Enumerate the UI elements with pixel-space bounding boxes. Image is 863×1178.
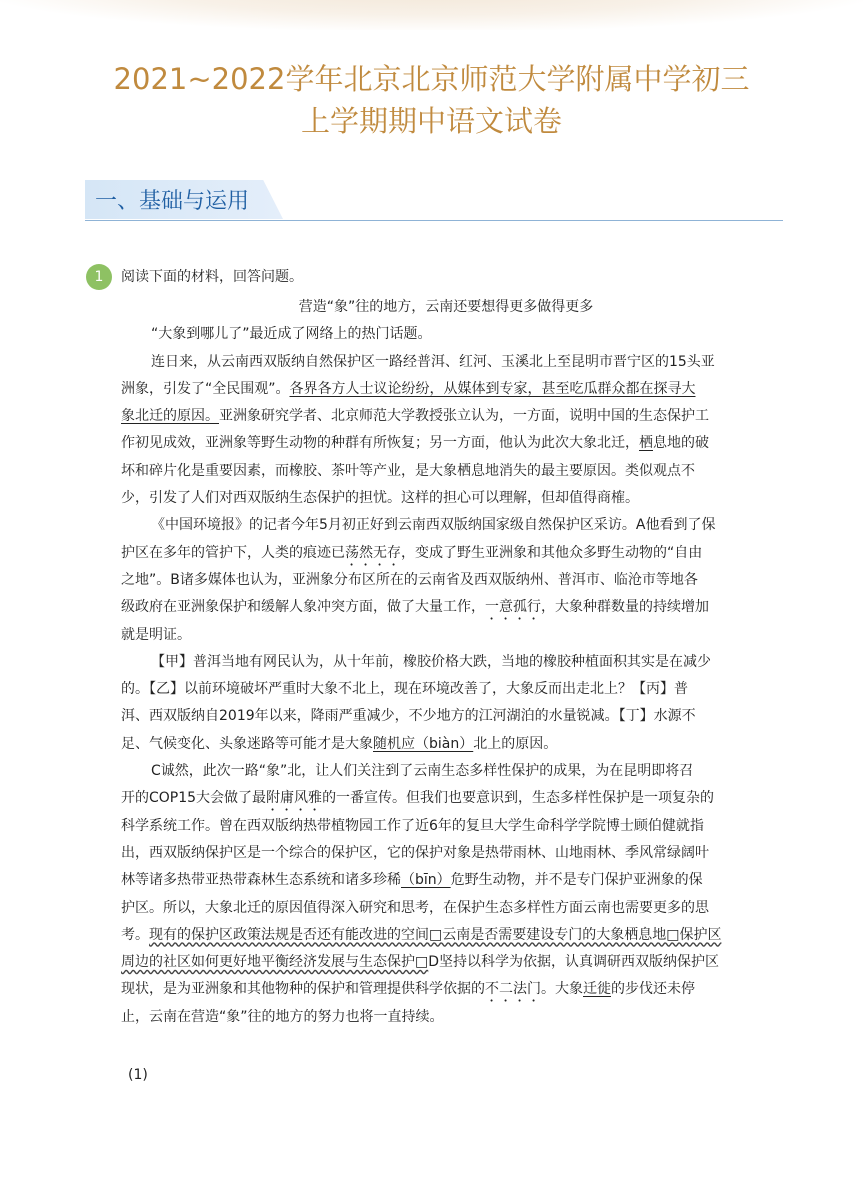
text-run: ，大象种群数量的持续增加: [541, 599, 709, 616]
text-run: 息地的破: [653, 435, 709, 452]
passage-line: 就是明证。: [121, 626, 191, 643]
page-title: [0, 58, 863, 142]
text-run: 作初见成效，亚洲象等野生动物的种群有所恢复；另一方面，他认为此次大象北迁，: [121, 435, 639, 452]
text-run: 级政府在亚洲象保护和缓解人象冲突方面，做了大量工作，: [121, 599, 485, 616]
dotted-phrase: 不二法门: [485, 981, 541, 998]
passage-line: 出，西双版纳保护区是一个综合的保护区，它的保护对象是热带雨林、山地雨林、季风常绿阔叶: [121, 844, 709, 861]
text-run: 足、气候变化、头象迷路等可能才是大象: [121, 735, 373, 752]
passage-line: [121, 867, 771, 894]
passage-line: [121, 594, 771, 621]
passage-line: [121, 540, 771, 567]
passage-line: [121, 403, 771, 430]
passage-line: 《中国环境报》的记者今年5月初正好到云南西双版纳国家级自然保护区采访。A他看到了保: [151, 517, 716, 534]
title-line-2: 上学期期中语文试卷: [300, 104, 562, 138]
passage-line: [121, 376, 771, 403]
text-run: 亚洲象研究学者、北京师范大学教授张立认为，一方面，说明中国的生态保护工: [219, 408, 709, 425]
passage-line: [121, 430, 771, 457]
passage-line: 连日来，从云南西双版纳自然保护区一路经普洱、红河、玉溪北上至昆明市晋宁区的15头亚: [151, 353, 715, 370]
passage-line: 少，引发了人们对西双版纳生态保护的担忧。这样的担心可以理解，但却值得商榷。: [121, 490, 639, 507]
passage-line: C诚然，此次一路“象”北，让人们关注到了云南生态多样性保护的成果，为在昆明即将召: [151, 763, 694, 780]
text-run: 开的COP15大会做了最: [121, 790, 267, 807]
question-lead: 阅读下面的材料，回答问题。: [121, 269, 303, 285]
passage-line: “大象到哪儿了”最近成了网络上的热门话题。: [151, 326, 432, 343]
passage-line: [121, 785, 771, 812]
sub-question-number: (1): [128, 1067, 148, 1083]
underlined-char: 栖: [639, 435, 653, 452]
pinyin-blank: （bīn）: [401, 872, 451, 889]
underlined-word: 迁徙: [583, 981, 611, 998]
dotted-phrase: 附庸风雅: [266, 790, 323, 807]
passage-line: 洱、西双版纳自2019年以来，降雨严重减少，不少地方的江河湖泊的水量锐减。【丁】水源不: [121, 708, 696, 725]
question-number-badge: 1: [86, 264, 112, 290]
passage-line: 坏和碎片化是重要因素，而橡胶、茶叶等产业，是大象栖息地消失的最主要原因。类似观点不: [121, 462, 695, 479]
section-header: [85, 180, 783, 221]
passage-line: 【甲】普洱当地有网民认为，从十年前，橡胶价格大跌，当地的橡胶种植面积其实是在减少: [151, 653, 711, 670]
text-run: 危野生动物，并不是专门保护亚洲象的保: [450, 872, 703, 889]
text-run: 。大象: [541, 981, 583, 998]
section-label: 一、基础与运用: [95, 189, 250, 214]
passage-line: 之地”。B诸多媒体也认为，亚洲象分布区所在的云南省及西双版纳州、普洱市、临沧市等地各: [121, 571, 698, 588]
underlined-sentence: 象北迁的原因。: [121, 408, 219, 425]
passage-line: [121, 731, 771, 758]
passage-line: [121, 922, 771, 949]
pinyin-blank: 随机应（biàn）: [373, 735, 474, 752]
underlined-sentence: 各界各方人士议论纷纷，从媒体到专家，甚至吃瓜群众都在探寻大: [289, 380, 696, 397]
text-run: 护区在多年的管护下，人类的痕迹已: [121, 544, 345, 561]
title-line-1: 2021~2022学年北京北京师范大学附属中学初三: [113, 62, 750, 96]
passage-line: 止，云南在营造“象”往的地方的努力也将一直持续。: [121, 1008, 444, 1025]
dotted-phrase: 荡然无存: [345, 544, 401, 561]
wavy-underlined-sentence: 周边的社区如何更好地平衡经济发展与生态保护□: [121, 954, 429, 971]
reading-passage: [121, 294, 771, 1031]
text-run: 洲象，引发了“全民围观”。: [121, 380, 290, 397]
dotted-phrase: 一意孤行: [485, 599, 541, 616]
passage-line: [121, 949, 771, 976]
passage-line: [121, 976, 771, 1003]
passage-line: 护区。所以，大象北迁的原因值得深入研究和思考，在保护生态多样性方面云南也需要更多的思: [121, 899, 709, 916]
passage-line: 科学系统工作。曾在西双版纳热带植物园工作了近6年的复旦大学生命科学学院博士顾伯健就指: [121, 817, 704, 834]
passage-title: 营造“象”往的地方，云南还要想得更多做得更多: [298, 299, 594, 315]
text-run: 林等诸多热带亚热带森林生态系统和诸多珍稀: [121, 872, 401, 889]
wavy-underlined-sentence: 现有的保护区政策法规是否还有能改进的空间□云南是否需要建设专门的大象栖息地□保护区: [149, 926, 722, 943]
text-run: 现状，是为亚洲象和其他物种的保护和管理提供科学依据的: [121, 981, 485, 998]
text-run: 的步伐还未停: [611, 981, 695, 998]
text-run: 的一番宣传。但我们也要意识到，生态多样性保护是一项复杂的: [322, 790, 715, 807]
text-run: 考。: [121, 926, 149, 943]
passage-line: 的。【乙】以前环境破坏严重时大象不北上，现在环境改善了，大象反而出走北上？【丙】普: [121, 681, 688, 698]
text-run: ，变成了野生亚洲象和其他众多野生动物的“自由: [401, 544, 703, 561]
text-run: D坚持以科学为依据，认真调研西双版纳保护区: [428, 954, 720, 971]
page-top-decoration: [0, 0, 863, 30]
text-run: 北上的原因。: [473, 735, 558, 752]
